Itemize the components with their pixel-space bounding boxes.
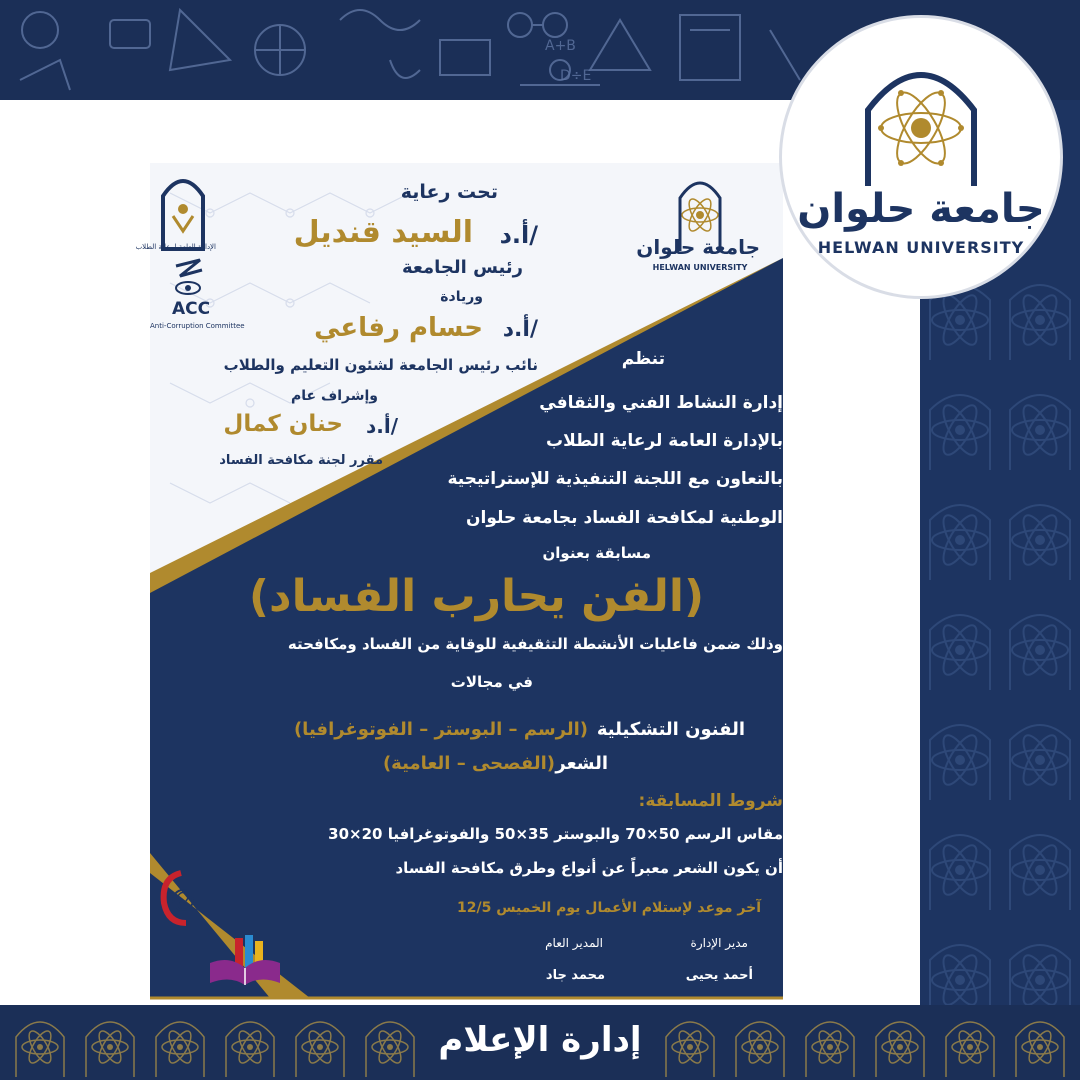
org-line-5: مسابقة بعنوان bbox=[542, 544, 651, 562]
university-name-ar: جامعة حلوان bbox=[797, 186, 1045, 232]
org-line-3: بالتعاون مع اللجنة التنفيذية للإستراتيجية bbox=[447, 469, 783, 489]
svg-text:A+B: A+B bbox=[545, 38, 576, 54]
sign-right-title: مدير الإدارة bbox=[690, 936, 748, 950]
competition-title: (الفن يحارب الفساد) bbox=[248, 571, 705, 622]
arts-logo bbox=[156, 868, 206, 928]
org-line-1: إدارة النشاط الفني والثقافي bbox=[539, 393, 783, 413]
vp-prefix: أ.د/ bbox=[502, 317, 538, 342]
student-logo-caption: الإدارة العامة لرعاية الطلاب bbox=[135, 243, 216, 251]
acc-label: ACC bbox=[172, 299, 211, 319]
condition-1: مقاس الرسم 50×70 والبوستر 35×50 والفوتوغرافيا 20×30 bbox=[328, 825, 783, 843]
sign-right-name: أحمد يحيى bbox=[685, 968, 753, 983]
leadership-line: وريادة bbox=[440, 289, 483, 305]
context-line: وذلك ضمن فاعليات الأنشطة التثقيفية للوقاية من الفساد ومكافحته bbox=[287, 635, 783, 653]
supervisor-name: حنان كمال bbox=[223, 411, 343, 437]
palette-icon bbox=[156, 868, 206, 928]
book-icon bbox=[205, 933, 285, 988]
competition-poster bbox=[135, 163, 783, 998]
organizes-line: تنظم bbox=[621, 349, 665, 369]
student-logo-icon bbox=[158, 171, 208, 251]
conditions-title: شروط المسابقة: bbox=[638, 791, 783, 811]
supervision-line: وإشراف عام bbox=[291, 388, 378, 404]
acc-eye-icon bbox=[168, 258, 208, 296]
student-affairs-logo bbox=[158, 171, 208, 251]
supervisor-title: مقرر لجنة مكافحة الفساد bbox=[219, 453, 383, 468]
president-prefix: أ.د/ bbox=[499, 221, 538, 249]
field1-label: الفنون التشكيلية bbox=[596, 719, 745, 740]
small-logo-en: HELWAN UNIVERSITY bbox=[652, 263, 748, 272]
supervisor-prefix: أ.د/ bbox=[365, 414, 398, 438]
president-title: رئيس الجامعة bbox=[401, 257, 523, 278]
acc-caption: Anti-Corruption Committee bbox=[150, 322, 245, 330]
sign-left-name: محمد جاد bbox=[545, 968, 605, 983]
president-name: السيد قنديل bbox=[293, 215, 473, 250]
small-logo-ar: جامعة حلوان bbox=[636, 235, 760, 259]
org-line-4: الوطنية لمكافحة الفساد بجامعة حلوان bbox=[466, 508, 783, 528]
footer-title: إدارة الإعلام bbox=[438, 1020, 642, 1060]
book-logo bbox=[205, 933, 285, 988]
sign-left-title: المدير العام bbox=[545, 936, 603, 950]
university-logo-badge bbox=[782, 18, 1060, 296]
deadline-line: آخر موعد لإستلام الأعمال يوم الخميس 12/5 bbox=[457, 900, 761, 916]
fields-intro: في مجالات bbox=[450, 673, 533, 691]
university-name-en: HELWAN UNIVERSITY bbox=[817, 238, 1025, 257]
field2-items: (الفصحى – العامية) bbox=[382, 753, 555, 774]
field2-label: الشعر bbox=[555, 753, 608, 774]
vp-title: نائب رئيس الجامعة لشئون التعليم والطلاب bbox=[223, 356, 538, 374]
vp-name: حسام رفاعي bbox=[314, 313, 483, 343]
svg-text:D÷E: D÷E bbox=[560, 68, 592, 84]
org-line-2: بالإدارة العامة لرعاية الطلاب bbox=[546, 431, 783, 451]
field1-items: (الرسم – البوستر – الفوتوغرافيا) bbox=[293, 719, 588, 740]
patronage-line: تحت رعاية bbox=[400, 181, 498, 203]
condition-2: أن يكون الشعر معبراً عن أنواع وطرق مكافحة الفساد bbox=[395, 859, 783, 877]
